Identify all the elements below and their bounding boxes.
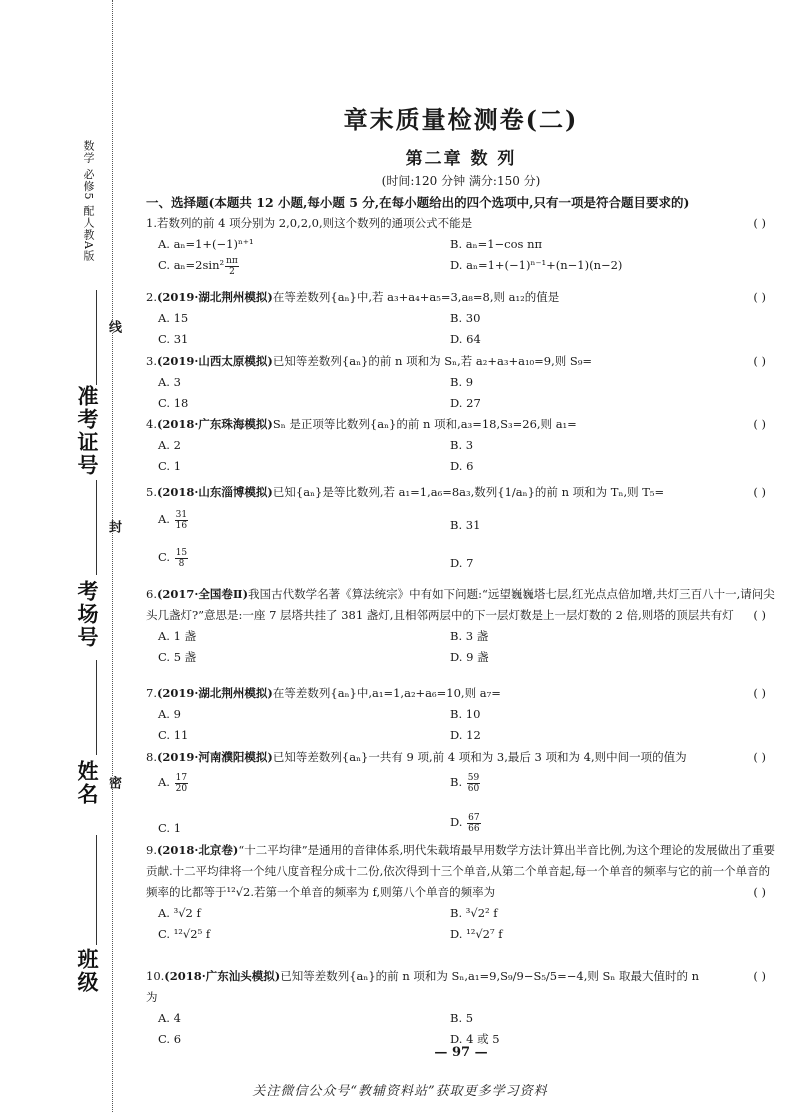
cut-mark-line: 线: [106, 320, 121, 333]
option-b: B. 9: [450, 375, 474, 389]
question-1: [146, 213, 776, 283]
binding-strip: [0, 0, 130, 1112]
question-stem: 已知{aₙ}是等比数列,若 a₁=1,a₆=8a₃,数列{1/aₙ}的前 n 项和为 Tₙ,则 T₅=: [272, 485, 665, 499]
option-d: D. $\frac{67}{66}$: [450, 812, 480, 834]
footer-note: 关注微信公众号“教辅资料站”获取更多学习资料: [252, 1084, 548, 1099]
answer-paren: ( ): [753, 290, 766, 304]
option-c: C. 11: [158, 728, 189, 742]
answer-paren: ( ): [753, 485, 766, 499]
name-label: 姓名: [75, 760, 100, 806]
option-c: C. 1: [158, 821, 182, 835]
question-source: (2017·全国卷Ⅱ): [156, 587, 249, 601]
class-label: 班级: [75, 948, 100, 994]
option-b: B. 3 盏: [450, 629, 489, 643]
question-stem: “十二平均律”是通用的音律体系,明代朱载堉最早用数学方法计算出半音比例,为这个理论的发展做出了重要贡献.十二平均律将一个纯八度音程分成十二份,依次得到十三个单音,从第二个单音起,每一个单音的频率与它的前一个单音的频率的比都等于¹²√2.若第一个单音的频率为 f,则第八个单音的频率为: [146, 843, 775, 899]
question-7: 7.(2019·湖北荆州模拟)在等差数列{aₙ}中,a₁=1,a₂+a₆=10,则 a₇= ( ) A. 9 B. 10 C. 11 D. 12: [146, 683, 776, 746]
exam-id-label: 准考证号: [75, 385, 100, 477]
question-8: 8.(2019·河南濮阳模拟)已知等差数列{aₙ}一共有 9 项,前 4 项和为 3,最后 3 项和为 4,则中间一项的值为 ( ) A. $\frac{17}{20}$ B. $\frac{59}{60}$ C. 1 D. $\frac{67}{66}$: [146, 747, 776, 844]
question-source: (2018·北京卷): [156, 843, 239, 857]
cut-mark-secret: 密: [106, 776, 121, 789]
field-line: [96, 660, 97, 755]
option-d: D. 4 或 5: [450, 1032, 500, 1046]
answer-paren: ( ): [753, 885, 766, 899]
question-stem: 已知等差数列{aₙ}的前 n 项和为 Sₙ,a₁=9,S₉/9−S₅/5=−4,则 Sₙ 取最大值时的 n 为: [146, 969, 700, 1004]
question-source: (2019·湖北荆州模拟): [156, 686, 273, 700]
option-b: B. 31: [450, 518, 481, 532]
question-stem: 在等差数列{aₙ}中,a₁=1,a₂+a₆=10,则 a₇=: [272, 686, 501, 700]
answer-paren: ( ): [753, 686, 766, 700]
option-c: C. aₙ=2sin² $\frac{n\pi}{2}$: [158, 255, 238, 277]
question-source: (2019·河南濮阳模拟): [156, 750, 273, 764]
cut-dotted-line: [112, 0, 113, 1112]
answer-paren: ( ): [753, 417, 766, 431]
question-source: (2018·广东汕头模拟): [164, 969, 281, 983]
answer-paren: ( ): [753, 750, 766, 764]
question-source: (2019·山西太原模拟): [156, 354, 273, 368]
question-9: 9.(2018·北京卷)“十二平均律”是通用的音律体系,明代朱载堉最早用数学方法计算出半音比例,为这个理论的发展做出了重要贡献.十二平均律将一个纯八度音程分成十二份,依次得到十三个单音,从第二个单音起,每一个单音的频率与它的前一个单音的频率的比都等于¹²√2.若第一个单音的频率为 f,则第八个单音的频率为 ( ) A. ³√2 f B. ³√2² f C. ¹²√2⁵ f D. ¹²√2⁷ f: [146, 840, 776, 945]
question-stem: 已知等差数列{aₙ}的前 n 项和为 Sₙ,若 a₂+a₃+a₁₀=9,则 S₉=: [272, 354, 593, 368]
option-c: C. 31: [158, 332, 189, 346]
option-a: A. aₙ=1+(−1)ⁿ⁺¹: [158, 237, 254, 251]
option-c: C. 1: [158, 459, 182, 473]
answer-paren: ( ): [753, 216, 766, 230]
question-stem: 已知等差数列{aₙ}一共有 9 项,前 4 项和为 3,最后 3 项和为 4,则中间一项的值为: [272, 750, 687, 764]
option-b: B. 5: [450, 1011, 474, 1025]
option-b: B. ³√2² f: [450, 906, 498, 920]
exam-room-label: 考场号: [75, 580, 100, 649]
question-source: (2019·湖北荆州模拟): [156, 290, 273, 304]
option-c: C. 18: [158, 396, 189, 410]
subject-label: 数学 必修5 配人教A版: [82, 140, 95, 262]
question-source: (2018·广东珠海模拟): [156, 417, 273, 431]
option-d: D. ¹²√2⁷ f: [450, 927, 503, 941]
option-c: C. ¹²√2⁵ f: [158, 927, 211, 941]
option-d: D. 6: [450, 459, 474, 473]
option-a: A. $\frac{31}{16}$: [158, 509, 188, 531]
question-stem: Sₙ 是正项等比数列{aₙ}的前 n 项和,a₃=18,S₃=26,则 a₁=: [272, 417, 577, 431]
answer-paren: ( ): [753, 354, 766, 368]
option-b: B. $\frac{59}{60}$: [450, 772, 480, 794]
option-a: A. 4: [158, 1011, 181, 1025]
option-c: C. $\frac{15}{8}$: [158, 547, 188, 569]
option-c: C. 6: [158, 1032, 182, 1046]
question-5: 5.(2018·山东淄博模拟)已知{aₙ}是等比数列,若 a₁=1,a₆=8a₃,数列{1/aₙ}的前 n 项和为 Tₙ,则 T₅= ( ) A. $\frac{31}{16}$ B. 31 C. $\frac{15}{8}$ D. 7: [146, 482, 776, 577]
option-c: C. 5 盏: [158, 650, 197, 664]
option-b: B. aₙ=1−cos nπ: [450, 237, 543, 251]
question-4: 4.(2018·广东珠海模拟)Sₙ 是正项等比数列{aₙ}的前 n 项和,a₃=18,S₃=26,则 a₁= ( ) A. 2 B. 3 C. 1 D. 6: [146, 414, 776, 477]
time-info: (时间:120 分钟 满分:150 分): [381, 174, 541, 188]
option-b: B. 10: [450, 707, 481, 721]
option-d: D. 27: [450, 396, 481, 410]
section-heading: 一、选择题(本题共 12 小题,每小题 5 分,在每小题给出的四个选项中,只有一项是符合题目要求的): [146, 195, 690, 210]
question-stem: 我国古代数学名著《算法统宗》中有如下问题:“远望巍巍塔七层,红光点点倍加增,共灯三百八十一,请问尖头几盏灯?”意思是:一座 7 层塔共挂了 381 盏灯,且相邻两层中的下一层灯数是上一层灯数的 2 倍,则塔的顶层共有灯: [146, 587, 775, 622]
question-10: 10.(2018·广东汕头模拟)已知等差数列{aₙ}的前 n 项和为 Sₙ,a₁=9,S₉/9−S₅/5=−4,则 Sₙ 取最大值时的 n 为 ( ) A. 4 B. 5 C. 6 D. 4 或 5: [146, 966, 776, 1050]
field-line: [96, 835, 97, 945]
option-b: B. 30: [450, 311, 481, 325]
answer-paren: ( ): [753, 608, 766, 622]
answer-paren: ( ): [753, 969, 766, 983]
option-d: D. 9 盏: [450, 650, 489, 664]
question-6: 6.(2017·全国卷Ⅱ)我国古代数学名著《算法统宗》中有如下问题:“远望巍巍塔七层,红光点点倍加增,共灯三百八十一,请问尖头几盏灯?”意思是:一座 7 层塔共挂了 381 盏灯,且相邻两层中的下一层灯数是上一层灯数的 2 倍,则塔的顶层共有灯 ( ) A. 1 盏 B. 3 盏 C. 5 盏 D. 9 盏: [146, 584, 776, 668]
page-title: 章末质量检测卷(二): [343, 105, 579, 134]
option-a: A. $\frac{17}{20}$: [158, 772, 188, 794]
question-source: (2018·山东淄博模拟): [156, 485, 273, 499]
option-a: A. 2: [158, 438, 181, 452]
field-line: [96, 480, 97, 575]
cut-mark-seal: 封: [106, 520, 121, 533]
option-a: A. 15: [158, 311, 189, 325]
option-b: B. 3: [450, 438, 474, 452]
option-d: D. 12: [450, 728, 481, 742]
option-d: D. 64: [450, 332, 481, 346]
question-stem: 1.若数列的前 4 项分别为 2,0,2,0,则这个数列的通项公式不能是: [146, 216, 473, 230]
question-2: 2.(2019·湖北荆州模拟)在等差数列{aₙ}中,若 a₃+a₄+a₅=3,a₈=8,则 a₁₂的值是 ( ) A. 15 B. 30 C. 31 D. 64: [146, 287, 776, 350]
page-number: — 97 —: [434, 1045, 488, 1060]
option-a: A. 1 盏: [158, 629, 197, 643]
option-a: A. 9: [158, 707, 181, 721]
option-a: A. 3: [158, 375, 181, 389]
option-d: D. aₙ=1+(−1)ⁿ⁻¹+(n−1)(n−2): [450, 258, 623, 272]
chapter-title: 第二章 数 列: [405, 149, 517, 169]
question-3: 3.(2019·山西太原模拟)已知等差数列{aₙ}的前 n 项和为 Sₙ,若 a₂+a₃+a₁₀=9,则 S₉= ( ) A. 3 B. 9 C. 18 D. 27: [146, 351, 776, 414]
field-line: [96, 290, 97, 385]
option-a: A. ³√2 f: [158, 906, 201, 920]
option-d: D. 7: [450, 556, 474, 570]
question-stem: 在等差数列{aₙ}中,若 a₃+a₄+a₅=3,a₈=8,则 a₁₂的值是: [272, 290, 560, 304]
